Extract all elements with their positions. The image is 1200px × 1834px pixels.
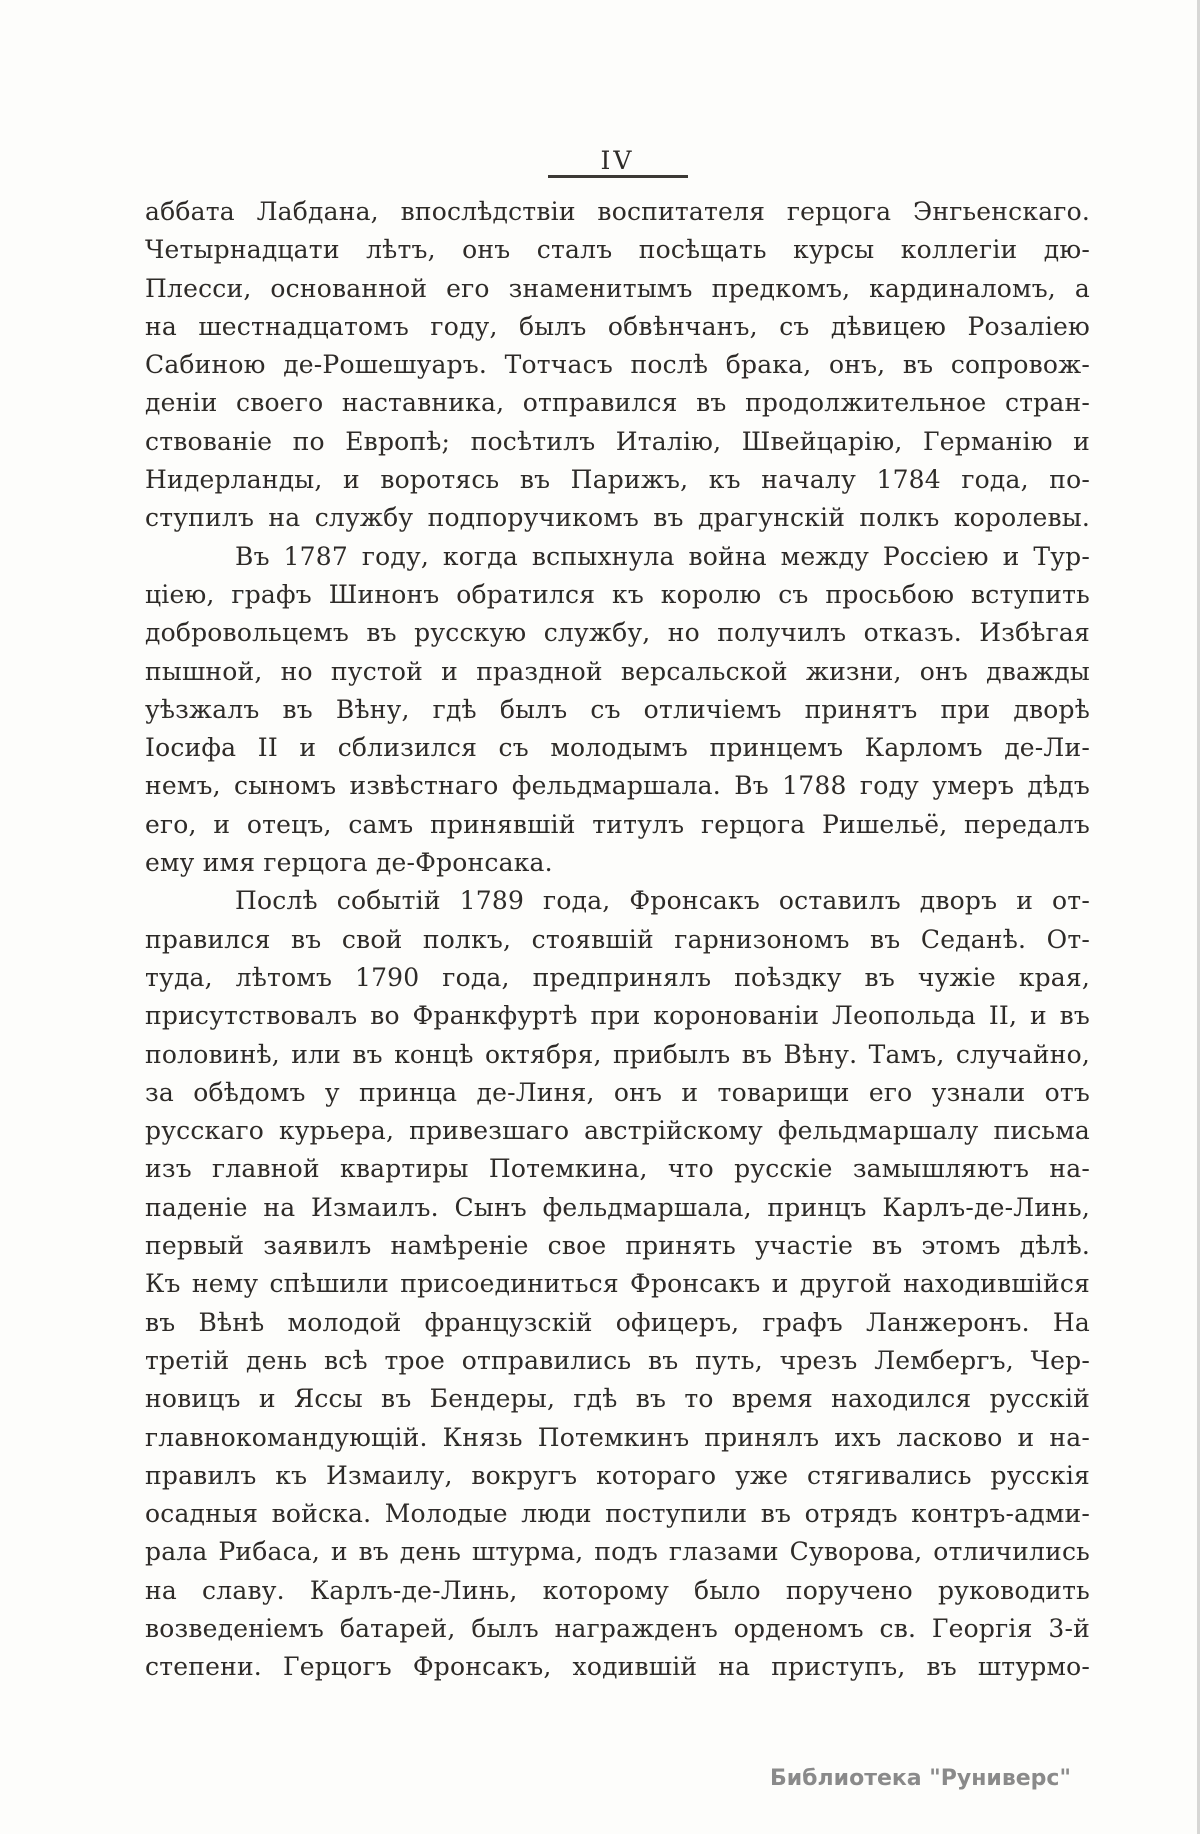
text-line: правилъ къ Измаилу, вокругъ котораго уже стягивались русскія — [145, 1460, 1090, 1490]
text-line: главнокомандующій. Князь Потемкинъ принялъ ихъ ласково и на- — [145, 1422, 1090, 1452]
text-line: въ Вѣнѣ молодой французскій офицеръ, графъ Ланжеронъ. На — [145, 1307, 1090, 1337]
page-number: IV — [600, 146, 635, 175]
text-line: ему имя герцога де-Фронсака. — [145, 848, 553, 878]
text-line: на славу. Карлъ-де-Линь, которому было поручено руководить — [145, 1575, 1090, 1605]
text-line: паденіе на Измаилъ. Сынъ фельдмаршала, принцъ Карлъ-де-Линь, — [145, 1192, 1090, 1222]
text-line: на шестнадцатомъ году, былъ обвѣнчанъ, съ дѣвицею Розаліею — [145, 311, 1090, 341]
text-line: степени. Герцогъ Фронсакъ, ходившій на приступъ, въ штурмо- — [145, 1652, 1090, 1682]
text-line: добровольцемъ въ русскую службу, но получилъ отказъ. Избѣгая — [145, 618, 1090, 648]
text-line: возведеніемъ батарей, былъ награжденъ орденомъ св. Георгія 3-й — [145, 1613, 1090, 1643]
text-line: Въ 1787 году, когда вспыхнула война между Россіею и Тур- — [235, 541, 1090, 571]
text-line: правился въ свой полкъ, стоявшій гарнизономъ въ Седанѣ. От- — [145, 924, 1090, 954]
library-watermark: Библиотека "Руниверс" — [770, 1766, 1071, 1791]
text-line: Плесси, основанной его знаменитымъ предкомъ, кардиналомъ, а — [145, 273, 1090, 303]
text-line: ствованіе по Европѣ; посѣтилъ Италію, Швейцарію, Германію и — [145, 426, 1090, 456]
text-line: первый заявилъ намѣреніе свое принять участіе въ этомъ дѣлѣ. — [145, 1231, 1090, 1261]
text-line: уѣзжалъ въ Вѣну, гдѣ былъ съ отличіемъ принятъ при дворѣ — [145, 694, 1090, 724]
text-line: третій день всѣ трое отправились въ путь, чрезъ Лембергъ, Чер- — [145, 1345, 1090, 1375]
text-line: Сабиною де-Рошешуаръ. Тотчасъ послѣ брака, онъ, въ сопровож- — [145, 350, 1090, 380]
text-line: пышной, но пустой и праздной версальской жизни, онъ дважды — [145, 656, 1090, 686]
text-line: туда, лѣтомъ 1790 года, предпринялъ поѣздку въ чужіе края, — [145, 962, 1090, 992]
text-line: изъ главной квартиры Потемкина, что русскіе замышляютъ на- — [145, 1154, 1090, 1184]
text-line: за обѣдомъ у принца де-Линя, онъ и товарищи его узнали отъ — [145, 1077, 1090, 1107]
text-line: Четырнадцати лѣтъ, онъ сталъ посѣщать курсы коллегіи дю- — [145, 235, 1090, 265]
text-line: ступилъ на службу подпоручикомъ въ драгунскій полкъ королевы. — [145, 503, 1090, 533]
text-line: русскаго курьера, привезшаго австрійскому фельдмаршалу письма — [145, 1116, 1090, 1146]
text-line: деніи своего наставника, отправился въ продолжительное стран- — [145, 388, 1090, 418]
text-line: половинѣ, или въ концѣ октября, прибылъ въ Вѣну. Тамъ, случайно, — [145, 1039, 1090, 1069]
text-line: Іосифа II и сблизился съ молодымъ принцемъ Карломъ де-Ли- — [145, 733, 1090, 763]
text-line: немъ, сыномъ извѣстнаго фельдмаршала. Въ 1788 году умеръ дѣдъ — [145, 771, 1090, 801]
text-line: Нидерланды, и воротясь въ Парижъ, къ началу 1784 года, по- — [145, 465, 1090, 495]
text-line: аббата Лабдана, впослѣдствіи воспитателя герцога Энгьенскаго. — [145, 197, 1090, 226]
divider-rule — [548, 175, 688, 178]
text-line: новицъ и Яссы въ Бендеры, гдѣ въ то время находился русскій — [145, 1384, 1090, 1414]
text-line: Къ нему спѣшили присоединиться Фронсакъ и другой находившійся — [145, 1269, 1090, 1299]
text-line: рала Рибаса, и въ день штурма, подъ глазами Суворова, отличились — [145, 1537, 1090, 1567]
text-line: его, и отецъ, самъ принявшій титулъ герцога Ришельё, передалъ — [145, 809, 1090, 839]
text-line: Послѣ событій 1789 года, Фронсакъ оставилъ дворъ и от- — [235, 886, 1090, 916]
text-line: ціею, графъ Шинонъ обратился къ королю съ просьбою вступить — [145, 579, 1090, 609]
body-text — [145, 193, 1090, 1687]
text-line: присутствовалъ во Франкфуртѣ при коронованіи Леопольда II, и въ — [145, 1001, 1090, 1031]
text-line: осадныя войска. Молодые люди поступили въ отрядъ контръ-адми- — [145, 1499, 1090, 1529]
